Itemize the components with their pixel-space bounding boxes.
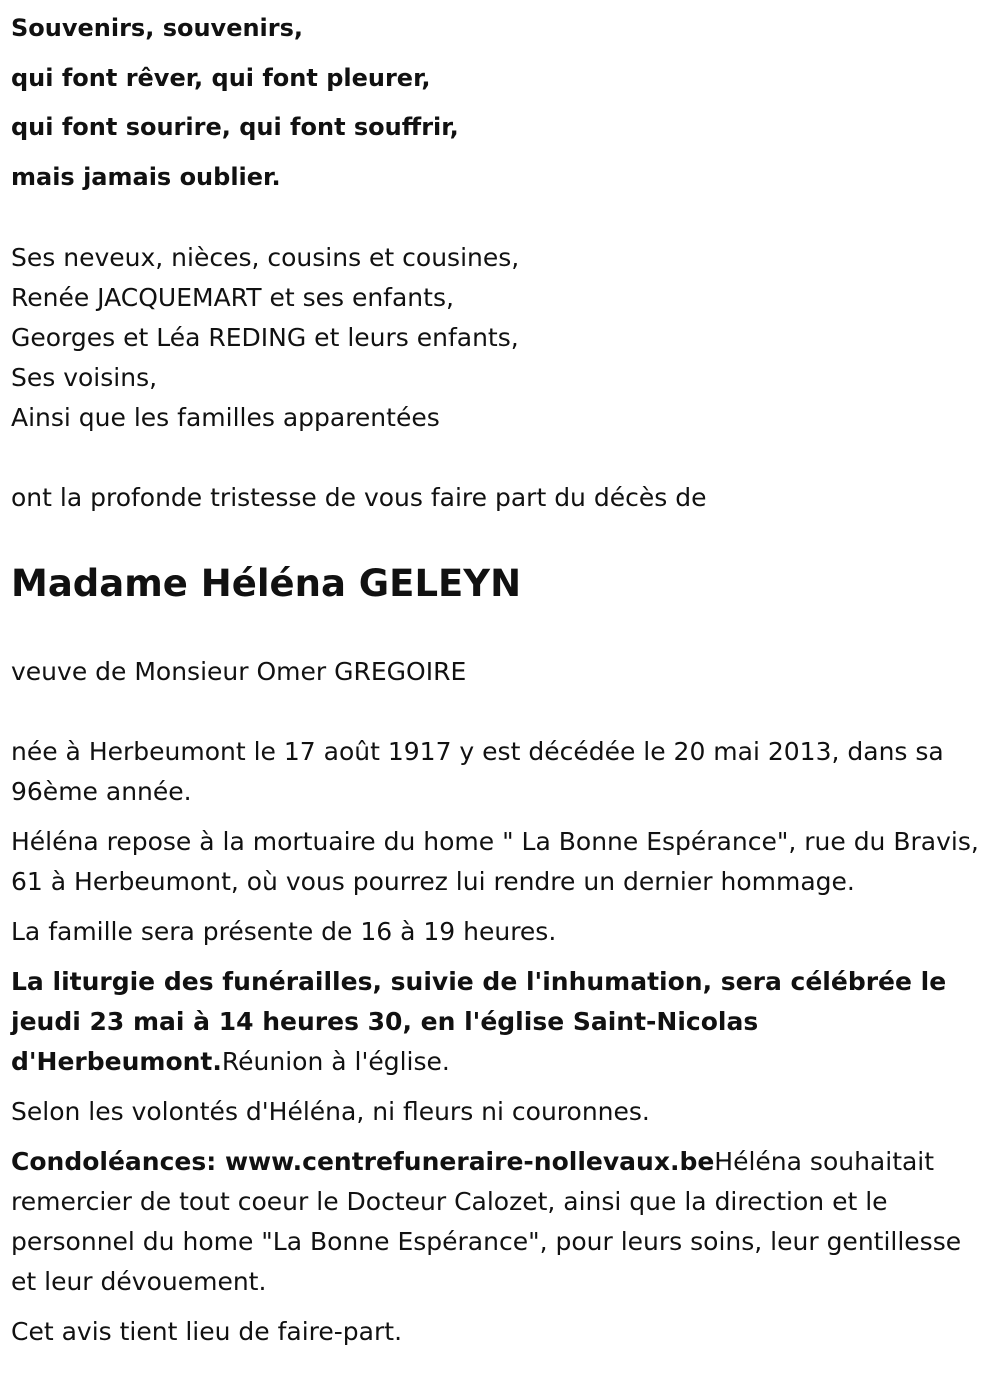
spacer	[11, 202, 989, 238]
funeral-details: La liturgie des funérailles, suivie de l'inhumation, sera célébrée le jeudi 23 mai à 14 heures 30, en l'église Saint-Nicolas d'Herbeumont.	[11, 967, 947, 1076]
spacer	[11, 438, 989, 478]
family-line: Ses voisins,	[11, 363, 158, 392]
family-line: Ainsi que les familles apparentées	[11, 403, 440, 432]
poem-line: qui font sourire, qui font souffrir,	[11, 113, 459, 141]
poem-line: qui font rêver, qui font pleurer,	[11, 63, 431, 92]
family-line: Georges et Léa REDING et leurs enfants,	[11, 323, 519, 352]
closing-text: Cet avis tient lieu de faire-part.	[11, 1317, 403, 1346]
widow-of-text: veuve de Monsieur Omer GREGOIRE	[11, 657, 467, 686]
funeral-meeting: Réunion à l'église.	[221, 1047, 450, 1076]
family-present-text: La famille sera présente de 16 à 19 heures.	[11, 917, 557, 946]
announcement-text: ont la profonde tristesse de vous faire part du décès de	[11, 483, 707, 512]
thanks-text: Héléna souhaitait remercier de tout coeur le Docteur Calozet, ainsi que la direction et le personnel du home "La Bonne Espérance", pour leurs soins, leur gentillesse et leur dévouement.	[11, 1147, 962, 1296]
family-list	[11, 238, 989, 438]
poem	[11, 4, 989, 202]
funeral-paragraph	[11, 962, 989, 1082]
poem-line: mais jamais oublier.	[11, 162, 281, 191]
condolences-paragraph	[11, 1142, 989, 1302]
rest-place-text: Héléna repose à la mortuaire du home " La Bonne Espérance", rue du Bravis, 61 à Herbeumont, où vous pourrez lui rendre un dernier hommage.	[11, 827, 979, 896]
poem-line: Souvenirs, souvenirs,	[11, 14, 304, 42]
deceased-name: Madame Héléna GELEYN	[11, 562, 522, 605]
birth-death-text: née à Herbeumont le 17 août 1917 y est décédée le 20 mai 2013, dans sa 96ème année.	[11, 737, 944, 806]
condolences-link[interactable]: Condoléances: www.centrefuneraire-nollevaux.be	[11, 1147, 715, 1176]
family-line: Ses neveux, nièces, cousins et cousines,	[11, 243, 520, 272]
family-line: Renée JACQUEMART et ses enfants,	[11, 283, 454, 312]
no-flowers-text: Selon les volontés d'Héléna, ni fleurs ni couronnes.	[11, 1097, 650, 1126]
